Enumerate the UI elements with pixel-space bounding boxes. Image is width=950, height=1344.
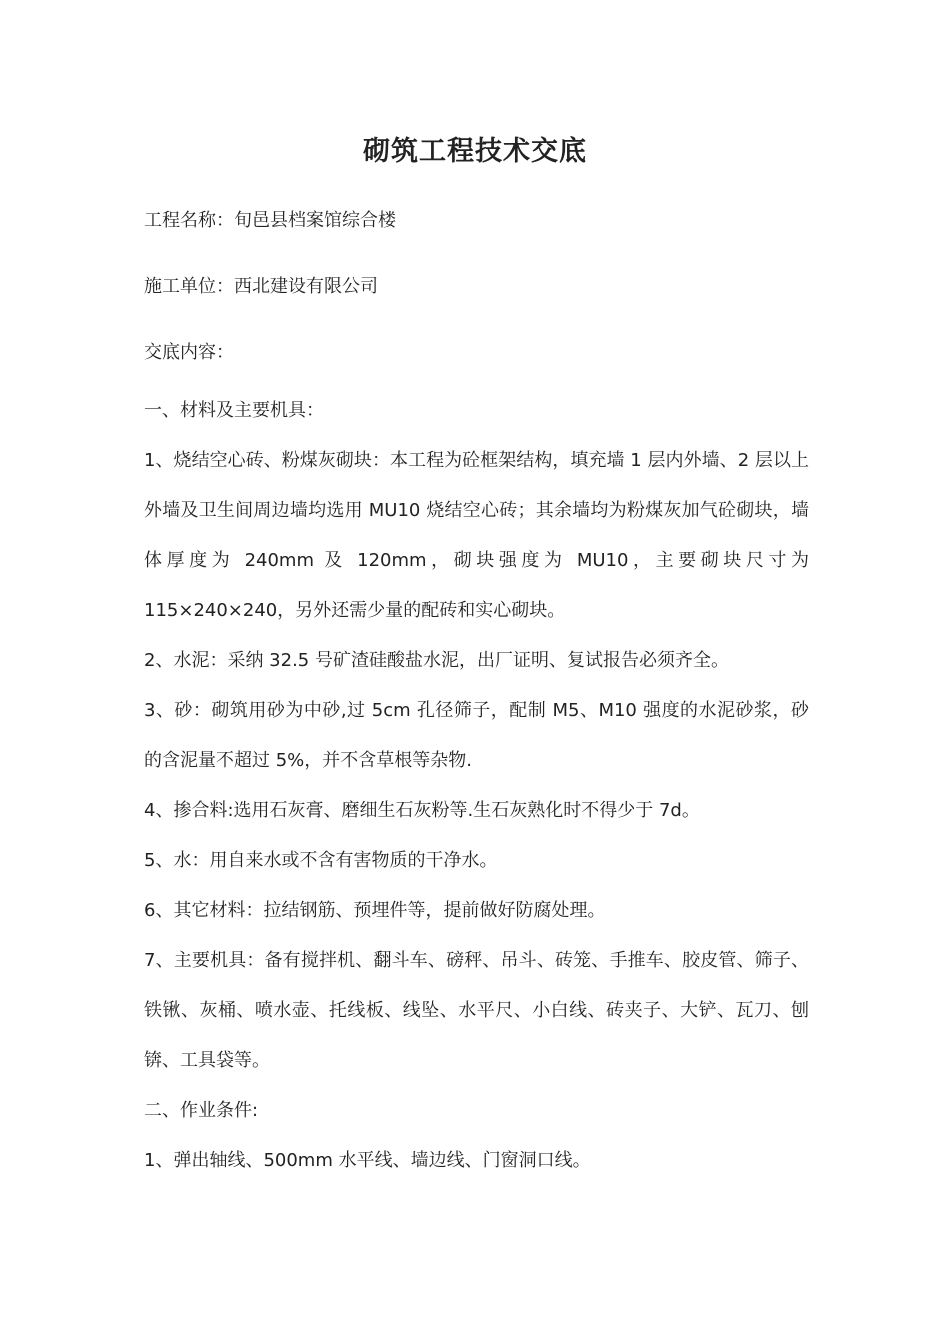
paragraph-cement: 2、水泥：采纳 32.5 号矿渣硅酸盐水泥，出厂证明、复试报告必须齐全。 [144,650,729,671]
document-title: 砌筑工程技术交底 [363,136,587,167]
section-heading-conditions: 二、作业条件: [144,1100,259,1121]
construction-unit: 施工单位：西北建设有限公司 [144,276,378,297]
paragraph-other-materials: 6、其它材料：拉结钢筋、预埋件等，提前做好防腐处理。 [144,900,606,921]
project-name: 工程名称：旬邑县档案馆综合楼 [144,210,396,231]
paragraph-sand: 3、砂：砌筑用砂为中砂,过 5cm 孔径筛子，配制 M5、M10 强度的水泥砂浆，砂的含泥量不超过 5%，并不含草根等杂物. [144,700,809,771]
paragraph-admixture: 4、掺合料:选用石灰膏、磨细生石灰粉等.生石灰熟化时不得少于 7d。 [144,800,700,821]
document-body [144,386,809,1186]
section-heading-materials: 一、材料及主要机具： [144,400,324,421]
paragraph-water: 5、水：用自来水或不含有害物质的干净水。 [144,850,498,871]
paragraph-layout-lines: 1、弹出轴线、500mm 水平线、墙边线、门窗洞口线。 [144,1150,591,1171]
paragraph-equipment: 7、主要机具：备有搅拌机、翻斗车、磅秤、吊斗、砖笼、手推车、胶皮管、筛子、铁锹、灰桶、喷水壶、托线板、线坠、水平尺、小白线、砖夹子、大铲、瓦刀、刨锛、工具袋等。 [144,950,809,1071]
paragraph-bricks: 1、烧结空心砖、粉煤灰砌块：本工程为砼框架结构，填充墙 1 层内外墙、2 层以上外墙及卫生间周边墙均选用 MU10 烧结空心砖；其余墙均为粉煤灰加气砼砌块，墙体厚度为 240mm 及 120mm，砌块强度为 MU10，主要砌块尺寸为 115×240×240，另外还需少量的配砖和实心砌块。 [144,450,809,621]
contents-label: 交底内容： [144,342,234,363]
